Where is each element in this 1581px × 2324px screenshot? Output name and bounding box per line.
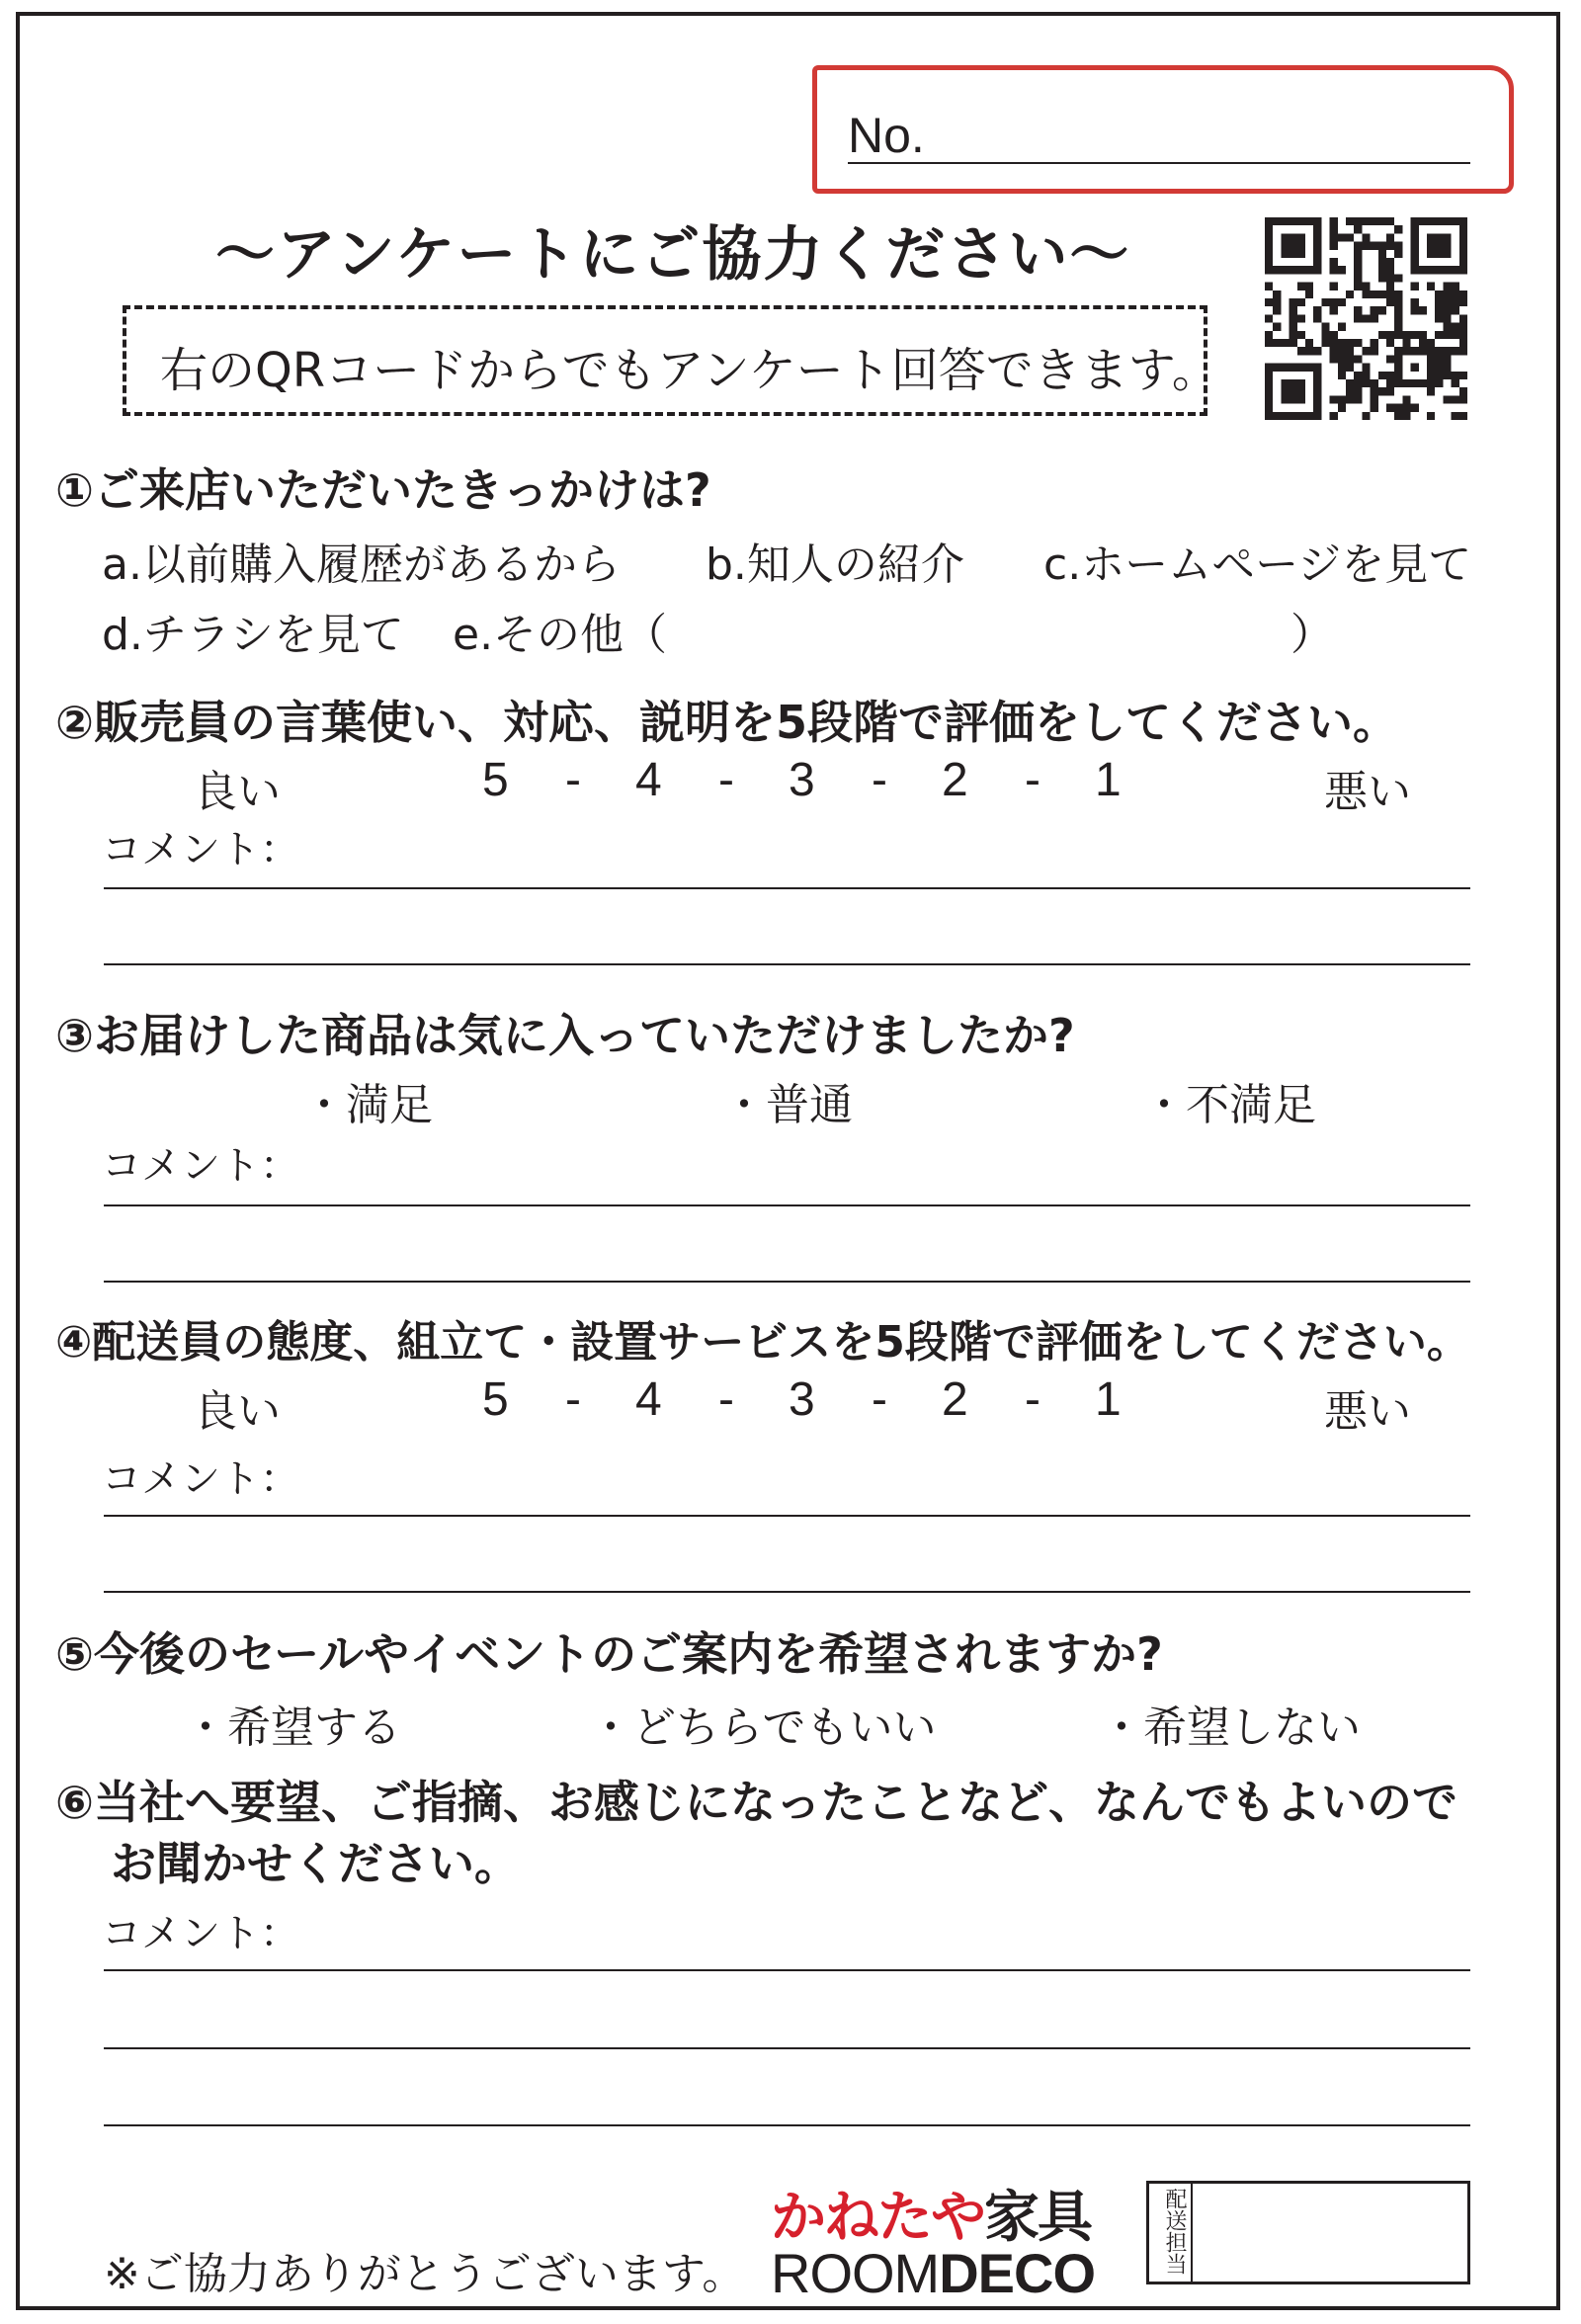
q1-option-d[interactable]: d.チラシを見て [102,610,404,660]
q1-option-c[interactable]: c.ホームページを見て [1043,540,1472,590]
q2-good-label: 良い [194,767,281,817]
q2-bad-label: 悪い [1324,767,1411,817]
q2-scale-dash: - [1025,754,1040,806]
delivery-staff-box[interactable] [1146,2181,1470,2284]
q4-scale-5[interactable]: 5 [482,1373,509,1426]
q3-option-dissatisfied[interactable]: ・不満足 [1142,1080,1316,1130]
q4-scale-2[interactable]: 2 [942,1373,968,1426]
question-3: ③お届けした商品は気に入っていただけましたか? [55,1009,1075,1062]
logo-main: かねたや [771,2186,984,2250]
qr-note-text: 右のQRコードからでもアンケート回答できます。 [160,343,1219,398]
q4-scale-dash: - [718,1373,734,1426]
q2-scale-3[interactable]: 3 [789,754,815,806]
thanks-note: ※ご協力ありがとうございます。 [104,2249,746,2299]
q4-bad-label: 悪い [1324,1386,1411,1437]
logo-deco: DECO [939,2242,1096,2304]
q6-comment-line[interactable] [104,2047,1470,2049]
q1-close-paren: ） [1290,610,1334,660]
q1-option-a[interactable]: a.以前購入履歴があるから [102,540,621,590]
q4-scale-dash: - [565,1373,581,1426]
q2-comment-line[interactable] [104,963,1470,965]
question-6-cont: お聞かせください。 [111,1837,520,1890]
question-1: ①ご来店いただいたきっかけは? [55,463,711,517]
delivery-staff-label: 配送担当 [1162,2188,1187,2275]
q5-option-either[interactable]: ・どちらでもいい [589,1702,937,1753]
question-2: ②販売員の言葉使い、対応、説明を5段階で評価をしてください。 [55,696,1398,749]
q3-comment-line[interactable] [104,1281,1470,1283]
q4-scale-dash: - [872,1373,887,1426]
q4-scale-dash: - [1025,1373,1040,1426]
q2-comment-line[interactable] [104,887,1470,889]
q2-scale-4[interactable]: 4 [635,754,662,806]
question-6: ⑥当社へ要望、ご指摘、お感じになったことなど、なんでもよいので [55,1776,1457,1829]
q2-scale-2[interactable]: 2 [942,754,968,806]
q1-option-e[interactable]: e.その他（ [453,610,668,660]
delivery-staff-divider [1191,2181,1193,2284]
q2-scale-1[interactable]: 1 [1095,754,1122,806]
q4-comment-line[interactable] [104,1515,1470,1517]
logo-room: ROOM [771,2242,940,2304]
question-5: ⑤今後のセールやイベントのご案内を希望されますか? [55,1627,1163,1681]
q3-comment-line[interactable] [104,1204,1470,1206]
q6-comment-line[interactable] [104,1969,1470,1971]
q1-option-b[interactable]: b.知人の紹介 [706,540,964,590]
question-4: ④配送員の態度、組立て・設置サービスを5段階で評価をしてください。 [55,1317,1470,1368]
q2-scale-dash: - [565,754,581,806]
qr-code-icon[interactable] [1265,217,1467,420]
q2-scale-dash: - [872,754,887,806]
q3-comment-label: コメント： [102,1143,299,1189]
q2-scale-5[interactable]: 5 [482,754,509,806]
q2-scale-dash: - [718,754,734,806]
q6-comment-line[interactable] [104,2124,1470,2126]
q4-scale-1[interactable]: 1 [1095,1373,1122,1426]
q6-comment-label: コメント： [102,1911,299,1956]
q4-scale-4[interactable]: 4 [635,1373,662,1426]
q4-comment-line[interactable] [104,1591,1470,1593]
q5-option-no[interactable]: ・希望しない [1100,1702,1361,1753]
q3-option-satisfied[interactable]: ・満足 [302,1080,433,1130]
survey-title: ～アンケートにご協力ください～ [215,220,1131,290]
q4-good-label: 良い [194,1386,281,1437]
q2-comment-label: コメント： [102,827,299,872]
q3-option-average[interactable]: ・普通 [722,1080,853,1130]
roomdeco-logo [771,2241,1095,2305]
q4-comment-label: コメント： [102,1456,299,1502]
number-line [848,162,1470,164]
q5-option-yes[interactable]: ・希望する [184,1702,401,1753]
q4-scale-3[interactable]: 3 [789,1373,815,1426]
logo-kagu: 家具 [984,2186,1091,2250]
number-label: No. [848,108,925,163]
